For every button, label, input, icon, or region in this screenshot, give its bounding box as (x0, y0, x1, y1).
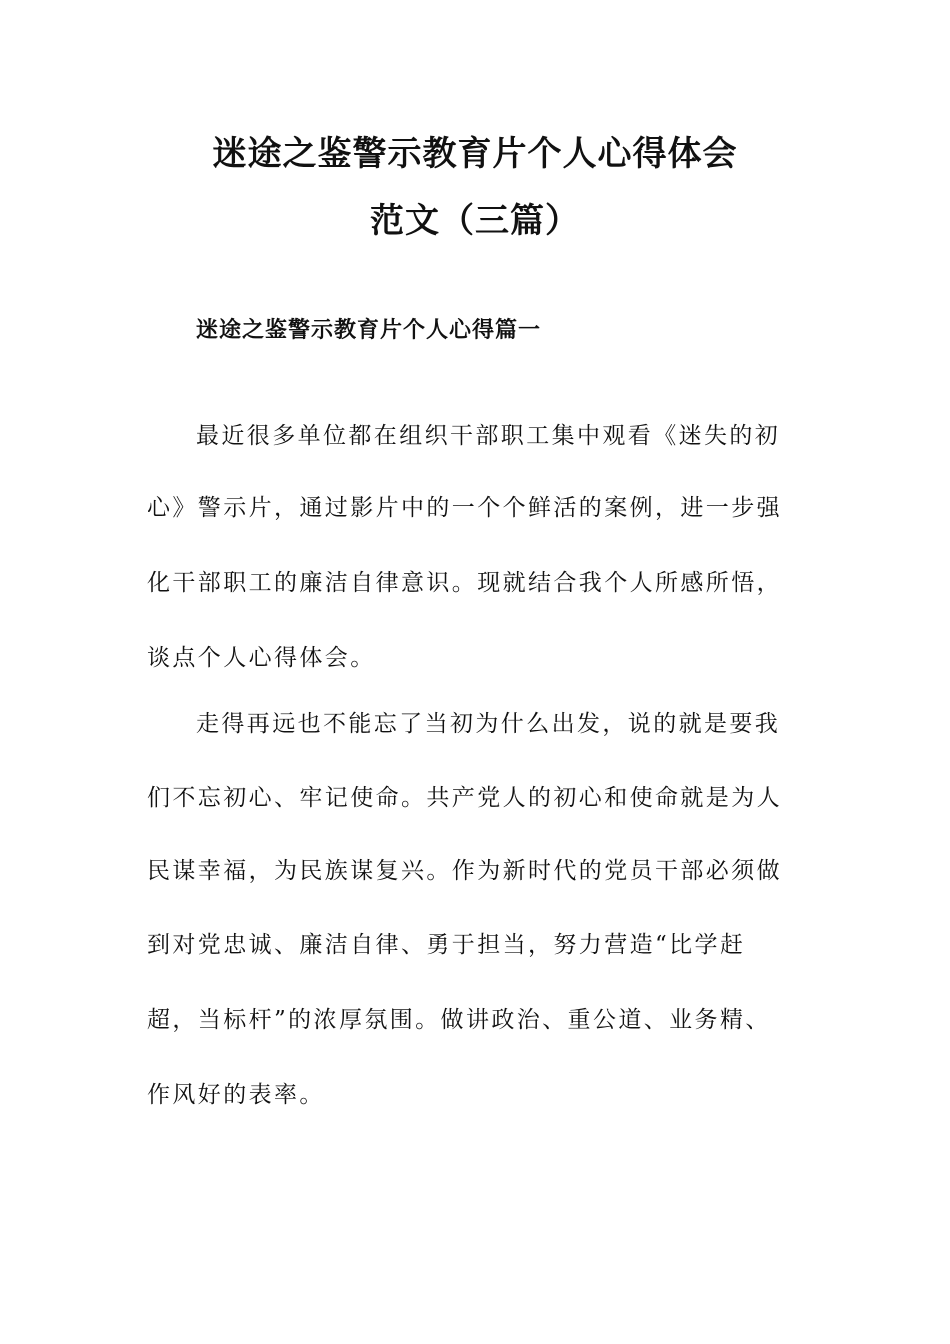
paragraph-2-line-6: 作风好的表率。 (147, 1082, 325, 1108)
paragraph-2-line-2: 们不忘初心、牢记使命。共产党人的初心和使命就是为人 (147, 785, 782, 811)
paragraph-2-line-4: 到对党忠诚、廉洁自律、勇于担当，努力营造“比学赶 (147, 932, 746, 958)
paragraph-1-line-3: 化干部职工的廉洁自律意识。现就结合我个人所感所悟， (147, 570, 782, 596)
document-title-line-1: 迷途之鉴警示教育片个人心得体会 (212, 134, 738, 174)
paragraph-2-line-1: 走得再远也不能忘了当初为什么出发，说的就是要我 (196, 711, 781, 737)
document-title-line-2: 范文（三篇） (370, 201, 580, 241)
paragraph-1-line-4: 谈点个人心得体会。 (147, 645, 376, 671)
paragraph-2-line-5: 超，当标杆”的浓厚氛围。做讲政治、重公道、业务精、 (147, 1007, 771, 1033)
paragraph-2-line-3: 民谋幸福，为民族谋复兴。作为新时代的党员干部必须做 (147, 858, 782, 884)
paragraph-1-line-2: 心》警示片，通过影片中的一个个鲜活的案例，进一步强 (147, 495, 782, 521)
section-heading: 迷途之鉴警示教育片个人心得篇一 (196, 318, 542, 343)
paragraph-1-line-1: 最近很多单位都在组织干部职工集中观看《迷失的初 (196, 423, 781, 449)
